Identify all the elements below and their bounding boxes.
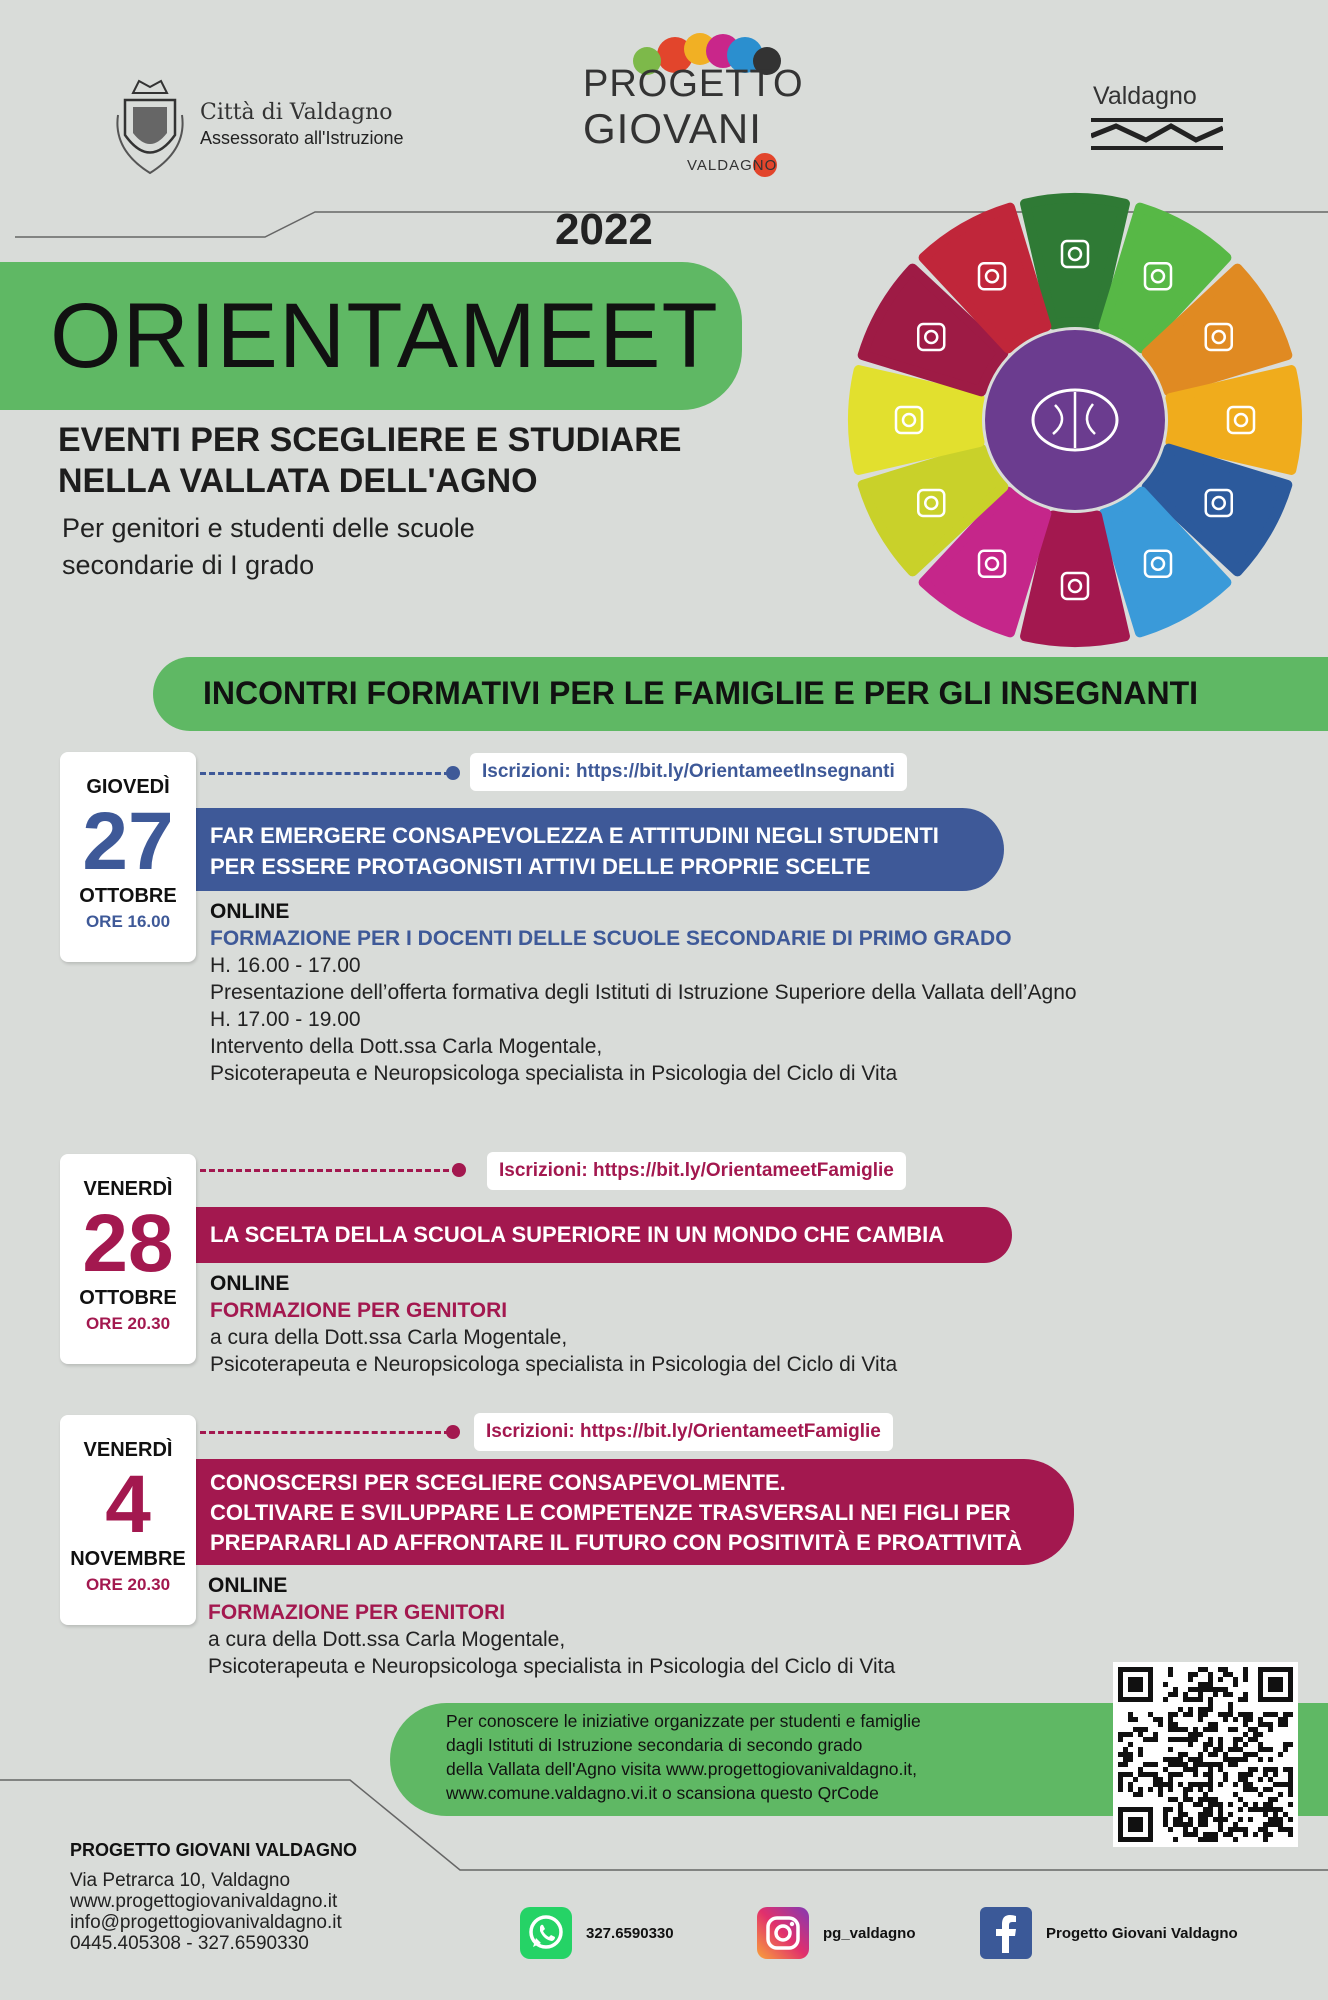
- event-1-time: ORE 16.00: [85, 912, 171, 931]
- event-1-month: OTTOBRE: [79, 885, 177, 907]
- event-1-registration-link[interactable]: Iscrizioni: https://bit.ly/OrientameetInsegnanti: [470, 753, 907, 791]
- event-1-audience: FORMAZIONE PER I DOCENTI DELLE SCUOLE SECONDARIE DI PRIMO GRADO: [210, 927, 1012, 950]
- event-1-headline-line-2: PER ESSERE PROTAGONISTI ATTIVI DELLE PROPRIE SCELTE: [210, 854, 871, 879]
- audience-line-2: secondarie di I grado: [62, 550, 315, 580]
- city-logo: [115, 75, 445, 175]
- event-2-date-card: [60, 1154, 196, 1364]
- event-1-detail-2: Presentazione dell’offerta formativa degli Istituti di Istruzione Superiore della Vallata dell’Agno: [210, 981, 1077, 1004]
- event-3-day: VENERDÌ: [83, 1439, 173, 1461]
- whatsapp-contact[interactable]: [520, 1907, 674, 1959]
- facebook-page: Progetto Giovani Valdagno: [1046, 1924, 1238, 1942]
- event-1-mode: ONLINE: [210, 900, 290, 923]
- event-3-detail-1: a cura della Dott.ssa Carla Mogentale,: [208, 1628, 566, 1651]
- event-1-detail-1: H. 16.00 - 17.00: [210, 954, 361, 977]
- event-2-details: [210, 1270, 897, 1378]
- subtitle-line-2: NELLA VALLATA DELL'AGNO: [58, 462, 538, 500]
- section-band: [153, 657, 1328, 731]
- event-2-detail-1: a cura della Dott.ssa Carla Mogentale,: [210, 1326, 568, 1349]
- info-line-3: della Vallata dell'Agno visita www.progettogiovanivaldagno.it,: [446, 1759, 917, 1779]
- event-2-audience: FORMAZIONE PER GENITORI: [210, 1299, 508, 1322]
- audience-line-1: Per genitori e studenti delle scuole: [62, 513, 475, 543]
- title-band: [0, 262, 742, 410]
- event-2-mode: ONLINE: [210, 1272, 290, 1295]
- event-1-dashline: [200, 772, 450, 775]
- event-2-headline-line-1: LA SCELTA DELLA SCUOLA SUPERIORE IN UN MONDO CHE CAMBIA: [210, 1222, 945, 1247]
- year-label: 2022: [555, 205, 653, 254]
- event-2-headline: [196, 1207, 1012, 1263]
- event-1-date-card: [60, 752, 196, 962]
- facebook-contact[interactable]: [980, 1907, 1238, 1959]
- event-2-month: OTTOBRE: [79, 1287, 177, 1309]
- event-3-detail-2: Psicoterapeuta e Neuropsicologa specialista in Psicologia del Ciclo di Vita: [208, 1655, 896, 1678]
- facebook-icon: [980, 1907, 1032, 1959]
- logo-line-1: PROGETTO: [583, 63, 804, 105]
- event-3-headline: [196, 1459, 1074, 1565]
- event-3-registration-link[interactable]: Iscrizioni: https://bit.ly/OrientameetFamiglie: [474, 1413, 893, 1451]
- career-wheel: [845, 190, 1305, 650]
- contact-address: Via Petrarca 10, Valdagno: [70, 1870, 291, 1891]
- event-3-date-card: [60, 1415, 196, 1625]
- event-1-details: [210, 898, 1077, 1087]
- whatsapp-icon: [520, 1907, 572, 1959]
- event-3-mode: ONLINE: [208, 1574, 288, 1597]
- event-2-dashline: [200, 1169, 458, 1172]
- contact-website[interactable]: www.progettogiovanivaldagno.it: [70, 1891, 338, 1912]
- instagram-handle: pg_valdagno: [823, 1924, 916, 1942]
- event-1-detail-5: Psicoterapeuta e Neuropsicologa specialista in Psicologia del Ciclo di Vita: [210, 1062, 898, 1085]
- page-title: ORIENTAMEET: [50, 285, 719, 387]
- event-3-headline-line-1: CONOSCERSI PER SCEGLIERE CONSAPEVOLMENTE.: [210, 1470, 786, 1495]
- event-3-details: [208, 1572, 895, 1680]
- event-1-dot: [446, 766, 460, 780]
- event-2-day: VENERDÌ: [83, 1178, 173, 1200]
- logo-line-3: VALDAGNO: [687, 157, 778, 174]
- contact-title: PROGETTO GIOVANI VALDAGNO: [70, 1840, 358, 1860]
- valdagno-logo: [1088, 80, 1228, 160]
- event-3-time: ORE 20.30: [85, 1575, 171, 1594]
- event-3-headline-line-2: COLTIVARE E SVILUPPARE LE COMPETENZE TRASVERSALI NEI FIGLI PER: [210, 1500, 1011, 1525]
- event-1-day: GIOVEDÌ: [86, 776, 170, 798]
- event-2-registration-link[interactable]: Iscrizioni: https://bit.ly/OrientameetFamiglie: [487, 1152, 906, 1190]
- event-3-date: 4: [105, 1459, 151, 1550]
- section-title: INCONTRI FORMATIVI PER LE FAMIGLIE E PER GLI INSEGNANTI: [203, 675, 1198, 711]
- event-1-date: 27: [82, 796, 174, 887]
- instagram-icon: [757, 1907, 809, 1959]
- info-text: [446, 1709, 921, 1805]
- event-2-date: 28: [82, 1198, 174, 1289]
- info-line-1: Per conoscere le iniziative organizzate per studenti e famiglie: [446, 1711, 921, 1731]
- event-3-month: NOVEMBRE: [70, 1548, 186, 1570]
- contact-phone: 0445.405308 - 327.6590330: [70, 1933, 309, 1954]
- assessorato-label: Assessorato all'Istruzione: [200, 128, 404, 148]
- whatsapp-number: 327.6590330: [586, 1924, 674, 1942]
- event-2-dot: [452, 1163, 466, 1177]
- subtitle: [58, 420, 681, 502]
- qr-code[interactable]: [1113, 1662, 1298, 1847]
- instagram-contact[interactable]: [757, 1907, 916, 1959]
- city-name: Città di Valdagno: [200, 100, 393, 125]
- event-2-detail-2: Psicoterapeuta e Neuropsicologa specialista in Psicologia del Ciclo di Vita: [210, 1353, 898, 1376]
- audience-subtitle: [62, 510, 475, 584]
- info-line-4: www.comune.valdagno.vi.it o scansiona questo QrCode: [446, 1783, 879, 1803]
- valdagno-logo-text: Valdagno: [1093, 82, 1197, 110]
- event-2-time: ORE 20.30: [85, 1314, 171, 1333]
- crest-icon: [115, 75, 185, 175]
- event-1-detail-4: Intervento della Dott.ssa Carla Mogentale,: [210, 1035, 603, 1058]
- info-line-2: dagli Istituti di Istruzione secondaria di secondo grado: [446, 1735, 863, 1755]
- subtitle-line-1: EVENTI PER SCEGLIERE E STUDIARE: [58, 421, 682, 459]
- contact-details: [70, 1870, 342, 1954]
- event-3-dashline: [200, 1431, 450, 1434]
- event-3-dot: [446, 1425, 460, 1439]
- event-3-audience: FORMAZIONE PER GENITORI: [208, 1601, 506, 1624]
- event-1-headline: [196, 808, 1004, 891]
- contact-email[interactable]: info@progettogiovanivaldagno.it: [70, 1912, 342, 1933]
- event-1-headline-line-1: FAR EMERGERE CONSAPEVOLEZZA E ATTITUDINI NEGLI STUDENTI: [210, 823, 939, 848]
- logo-line-2: GIOVANI: [583, 105, 762, 152]
- event-1-detail-3: H. 17.00 - 19.00: [210, 1008, 361, 1031]
- valdagno-logo-mark: [1091, 118, 1223, 152]
- progetto-giovani-logo: [575, 25, 805, 185]
- event-3-headline-line-3: PREPARARLI AD AFFRONTARE IL FUTURO CON POSITIVITÀ E PROATTIVITÀ: [210, 1530, 1022, 1555]
